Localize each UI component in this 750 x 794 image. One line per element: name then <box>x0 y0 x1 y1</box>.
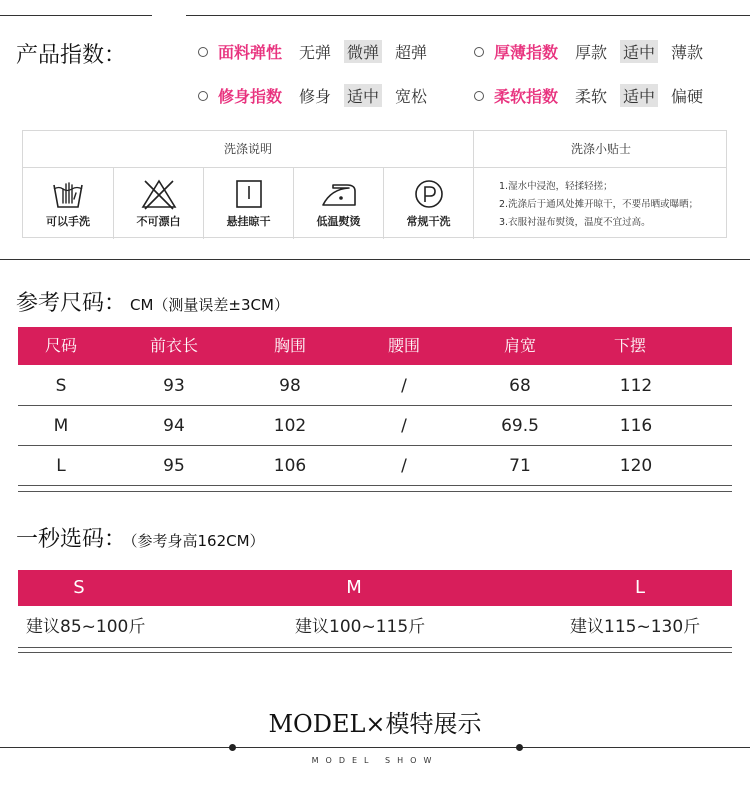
size-select-title <box>16 522 265 553</box>
wash-icon-label: 不可漂白 <box>136 215 181 228</box>
table-cell: / <box>401 416 407 436</box>
index-name: 柔软指数 <box>494 87 559 106</box>
size-suggestion: 建议115~130斤 <box>570 617 701 637</box>
index-option: 修身 <box>299 87 332 106</box>
column-header: 下摆 <box>613 336 646 355</box>
size-chart-heading: 参考尺码： <box>16 291 127 316</box>
wash-tips-title: 洗涤小贴士 <box>570 142 631 156</box>
table-cell: 93 <box>163 376 185 396</box>
size-suggestion-row <box>18 606 732 648</box>
radio-circle-icon <box>474 91 484 101</box>
select-bottom-border <box>18 652 732 653</box>
top-divider-right <box>186 15 750 16</box>
hang-dry-icon <box>232 177 266 211</box>
index-option: 厚款 <box>575 43 608 62</box>
divider-node <box>516 744 523 751</box>
size-select-heading: 一秒选码： <box>16 527 127 552</box>
wash-column-divider <box>473 131 474 239</box>
table-cell: 106 <box>273 456 307 476</box>
size-chart-note: CM（测量误差±3CM） <box>130 296 289 314</box>
wash-icon-label: 可以手洗 <box>46 215 90 228</box>
wash-tip: 3.衣服衬湿布熨烫，温度不宜过高。 <box>499 217 651 228</box>
no-bleach-icon <box>140 177 178 211</box>
index-option: 无弹 <box>299 43 332 62</box>
index-name: 面料弹性 <box>218 43 283 62</box>
wash-item-hand-wash <box>23 167 113 239</box>
hand-wash-icon <box>51 177 85 211</box>
table-cell: M <box>53 416 69 436</box>
table-cell: L <box>56 456 66 476</box>
table-row <box>18 406 732 446</box>
column-header: 前衣长 <box>149 336 198 355</box>
section-divider <box>0 259 750 260</box>
table-bottom-border <box>18 491 732 492</box>
table-cell: 68 <box>509 376 531 396</box>
low-iron-icon <box>319 177 359 211</box>
size-label: M <box>346 577 362 598</box>
size-select-header <box>18 570 732 606</box>
table-cell: 116 <box>619 416 653 436</box>
index-item-fit <box>198 84 440 107</box>
index-option: 柔软 <box>575 87 608 106</box>
wash-tips-list <box>499 178 698 232</box>
wash-icon-label: 悬挂晾干 <box>226 215 271 228</box>
column-header: 胸围 <box>273 336 306 355</box>
wash-instructions-title: 洗涤说明 <box>223 142 272 156</box>
index-option: 偏硬 <box>671 87 704 106</box>
wash-item-dry-clean <box>384 167 473 239</box>
table-cell: 98 <box>279 376 301 396</box>
index-item-elasticity <box>198 40 440 63</box>
size-select-note: （参考身高162CM） <box>130 532 265 550</box>
wash-item-no-bleach <box>114 167 203 239</box>
index-option-selected: 微弹 <box>344 40 382 63</box>
wash-icon-label: 低温熨烫 <box>316 215 361 228</box>
column-header: 尺码 <box>44 336 77 355</box>
size-chart-title <box>16 286 289 317</box>
top-divider-left <box>0 15 152 16</box>
product-index-title: 产品指数： <box>16 43 127 68</box>
radio-circle-icon <box>198 47 208 57</box>
table-cell: / <box>401 376 407 396</box>
size-suggestion: 建议85~100斤 <box>26 617 146 637</box>
table-cell: 120 <box>619 456 653 476</box>
wash-item-hang-dry <box>204 167 293 239</box>
table-cell: 69.5 <box>501 416 539 436</box>
table-cell: 71 <box>509 456 531 476</box>
radio-circle-icon <box>198 91 208 101</box>
table-row <box>18 446 732 486</box>
table-cell: S <box>55 376 67 396</box>
divider-node <box>229 744 236 751</box>
size-table-header <box>18 327 732 365</box>
index-option: 宽松 <box>395 87 428 106</box>
wash-icon-label: 常规干洗 <box>406 215 451 228</box>
wash-instructions-box <box>22 130 727 238</box>
table-cell: 102 <box>273 416 307 436</box>
table-cell: 94 <box>163 416 185 436</box>
wash-tip: 1.湿水中浸泡，轻揉轻搓； <box>499 181 613 192</box>
model-section-subtitle: MODEL SHOW <box>311 756 439 765</box>
column-header: 肩宽 <box>503 336 536 355</box>
model-divider <box>0 747 750 748</box>
wash-item-low-iron <box>294 167 383 239</box>
index-item-thickness <box>474 40 716 63</box>
column-header: 腰围 <box>387 336 420 355</box>
table-cell: 112 <box>619 376 653 396</box>
size-label: L <box>634 577 646 598</box>
index-name: 厚薄指数 <box>494 43 559 62</box>
table-cell: 95 <box>163 456 185 476</box>
size-label: S <box>73 577 85 598</box>
dry-clean-icon <box>412 177 446 211</box>
index-name: 修身指数 <box>218 87 283 106</box>
model-section-title: MODEL×模特展示 <box>268 710 482 738</box>
index-item-softness <box>474 84 716 107</box>
index-option: 超弹 <box>395 43 428 62</box>
index-option: 薄款 <box>671 43 704 62</box>
index-option-selected: 适中 <box>620 84 658 107</box>
wash-tip: 2.洗涤后于通风处摊开晾干，不要吊晒或曝晒； <box>499 199 699 210</box>
table-cell: / <box>401 456 407 476</box>
size-suggestion: 建议100~115斤 <box>295 617 426 637</box>
table-row <box>18 366 732 406</box>
index-option-selected: 适中 <box>620 40 658 63</box>
index-option-selected: 适中 <box>344 84 382 107</box>
radio-circle-icon <box>474 47 484 57</box>
